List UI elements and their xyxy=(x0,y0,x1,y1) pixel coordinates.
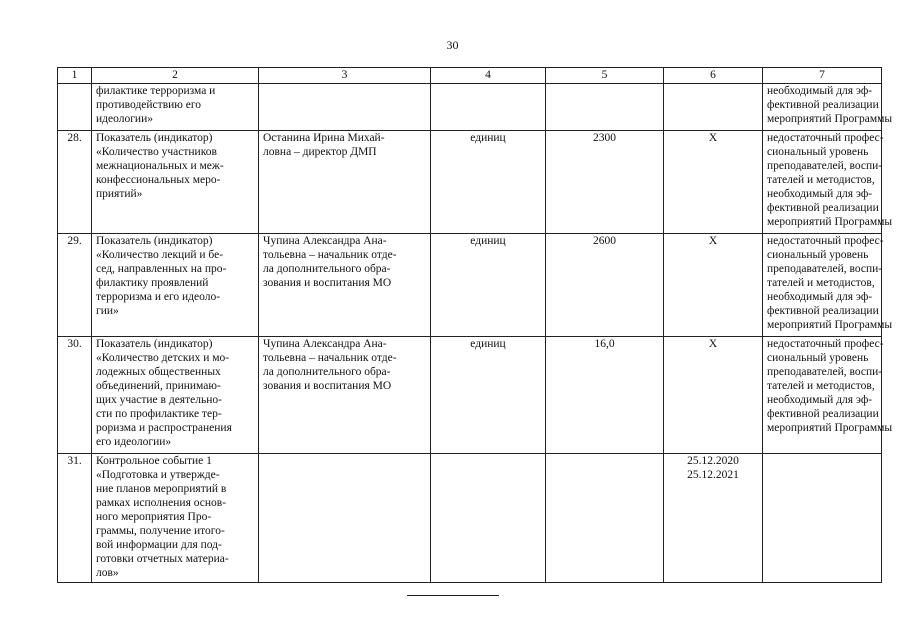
risk-description xyxy=(763,454,882,583)
table-row xyxy=(58,337,882,454)
cell-line: Х xyxy=(708,132,718,144)
responsible-person xyxy=(259,337,431,454)
row-number: 29. xyxy=(58,234,92,337)
cell-line: вой информации для под- xyxy=(96,539,222,551)
cell-line: Показатель (индикатор) xyxy=(96,338,213,350)
cell-line: сиональный уровень xyxy=(767,352,869,364)
cell-line: недостаточный профес- xyxy=(767,132,884,144)
responsible-person xyxy=(259,234,431,337)
unit-of-measure xyxy=(431,454,546,583)
page-number: 30 xyxy=(446,38,459,52)
cell-line: Показатель (индикатор) xyxy=(96,235,213,247)
cell-line: 25.12.2021 xyxy=(687,469,739,481)
risk-description xyxy=(763,337,893,454)
row-number: 30. xyxy=(58,337,92,454)
indicator-description xyxy=(92,84,259,131)
header-col-4: 4 xyxy=(431,68,546,84)
cell-line: сиональный уровень xyxy=(767,146,869,158)
header-col-1: 1 xyxy=(58,68,92,84)
cell-line: Х xyxy=(708,235,718,247)
deadline xyxy=(664,454,763,583)
cell-line: преподавателей, воспи- xyxy=(767,263,883,275)
cell-line: готовки отчетных материа- xyxy=(96,553,229,565)
row-number: 28. xyxy=(58,131,92,234)
indicator-value xyxy=(546,84,664,131)
cell-line: тателей и методистов, xyxy=(767,277,875,289)
cell-line: «Подготовка и утвержде- xyxy=(96,469,220,481)
deadline xyxy=(664,131,763,234)
cell-line: необходимый для эф- xyxy=(767,85,873,97)
cell-line: объединений, принимаю- xyxy=(96,380,221,392)
responsible-person xyxy=(259,454,431,583)
cell-line: лодежных общественных xyxy=(96,366,221,378)
cell-line: «Количество участников xyxy=(96,146,217,158)
header-col-7: 7 xyxy=(763,68,882,84)
indicator-description xyxy=(92,454,259,583)
cell-line: фективной реализации xyxy=(767,408,879,420)
cell-line: межнациональных и меж- xyxy=(96,160,224,172)
cell-line: недостаточный профес- xyxy=(767,338,884,350)
unit-of-measure: единиц xyxy=(431,131,546,234)
cell-line: недостаточный профес- xyxy=(767,235,884,247)
cell-line: тателей и методистов, xyxy=(767,174,875,186)
table-row xyxy=(58,84,882,131)
cell-line: ного мероприятия Про- xyxy=(96,511,212,523)
deadline xyxy=(664,234,763,337)
table-row xyxy=(58,234,882,337)
cell-line: идеологии» xyxy=(96,113,153,125)
cell-line: приятий» xyxy=(96,188,143,200)
risk-description xyxy=(763,131,893,234)
table-body xyxy=(58,84,893,583)
footer-rule xyxy=(407,595,499,596)
cell-line: терроризма и его идеоло- xyxy=(96,291,221,303)
indicator-value: 2300 xyxy=(546,131,664,234)
indicator-description xyxy=(92,337,259,454)
cell-line: ла дополнительного обра- xyxy=(263,263,391,275)
cell-line: ла дополнительного обра- xyxy=(263,366,391,378)
cell-line: граммы, получение итого- xyxy=(96,525,225,537)
cell-line: 25.12.2020 xyxy=(687,455,739,467)
responsible-person xyxy=(259,131,431,234)
indicator-description xyxy=(92,234,259,337)
cell-line: мероприятий Программы xyxy=(767,319,893,331)
cell-line: мероприятий Программы xyxy=(767,422,893,434)
cell-line: ние планов мероприятий в xyxy=(96,483,227,495)
cell-line: сиональный уровень xyxy=(767,249,869,261)
cell-line: зования и воспитания МО xyxy=(263,380,392,392)
indicator-value: 16,0 xyxy=(546,337,664,454)
header-col-6: 6 xyxy=(664,68,763,84)
cell-line: необходимый для эф- xyxy=(767,394,873,406)
header-row xyxy=(58,68,882,84)
cell-line: Чупина Александра Ана- xyxy=(263,338,387,350)
cell-line: Контрольное событие 1 xyxy=(96,455,212,467)
cell-line: щих участие в деятельно- xyxy=(96,394,222,406)
risk-description xyxy=(763,84,893,131)
cell-line: противодействию его xyxy=(96,99,202,111)
header-col-5: 5 xyxy=(546,68,664,84)
cell-line: преподавателей, воспи- xyxy=(767,366,883,378)
cell-line: преподавателей, воспи- xyxy=(767,160,883,172)
cell-line: Х xyxy=(708,338,718,350)
cell-line: «Количество детских и мо- xyxy=(96,352,230,364)
cell-line: филактику проявлений xyxy=(96,277,209,289)
cell-line: лов» xyxy=(96,567,119,579)
indicator-value: 2600 xyxy=(546,234,664,337)
cell-line: филактике терроризма и xyxy=(96,85,216,97)
indicators-table xyxy=(57,67,893,583)
cell-line: «Количество лекций и бе- xyxy=(96,249,224,261)
cell-line: тольевна – начальник отде- xyxy=(263,249,397,261)
cell-line: Останина Ирина Михай- xyxy=(263,132,385,144)
header-col-3: 3 xyxy=(259,68,431,84)
cell-line: тольевна – начальник отде- xyxy=(263,352,397,364)
deadline xyxy=(664,337,763,454)
cell-line: зования и воспитания МО xyxy=(263,277,392,289)
cell-line: тателей и методистов, xyxy=(767,380,875,392)
cell-line: Показатель (индикатор) xyxy=(96,132,213,144)
unit-of-measure xyxy=(431,84,546,131)
row-number: 31. xyxy=(58,454,92,583)
cell-line: его идеологии» xyxy=(96,436,172,448)
cell-line: Чупина Александра Ана- xyxy=(263,235,387,247)
cell-line: мероприятий Программы xyxy=(767,216,893,228)
unit-of-measure: единиц xyxy=(431,337,546,454)
cell-line: фективной реализации xyxy=(767,99,879,111)
row-number xyxy=(58,84,92,131)
cell-line: сед, направленных на про- xyxy=(96,263,227,275)
cell-line: ловна – директор ДМП xyxy=(263,146,377,158)
cell-line: рамках исполнения основ- xyxy=(96,497,227,509)
header-col-2: 2 xyxy=(92,68,259,84)
cell-line: необходимый для эф- xyxy=(767,291,873,303)
responsible-person xyxy=(259,84,431,131)
cell-line: необходимый для эф- xyxy=(767,188,873,200)
indicator-value xyxy=(546,454,664,583)
table-row xyxy=(58,454,882,583)
table-row xyxy=(58,131,882,234)
cell-line: фективной реализации xyxy=(767,202,879,214)
cell-line: фективной реализации xyxy=(767,305,879,317)
cell-line: мероприятий Программы xyxy=(767,113,893,125)
risk-description xyxy=(763,234,893,337)
cell-line: конфессиональных меро- xyxy=(96,174,221,186)
cell-line: сти по профилактике тер- xyxy=(96,408,222,420)
indicator-description xyxy=(92,131,259,234)
deadline xyxy=(664,84,763,131)
cell-line: гии» xyxy=(96,305,119,317)
cell-line: роризма и распространения xyxy=(96,422,232,434)
unit-of-measure: единиц xyxy=(431,234,546,337)
